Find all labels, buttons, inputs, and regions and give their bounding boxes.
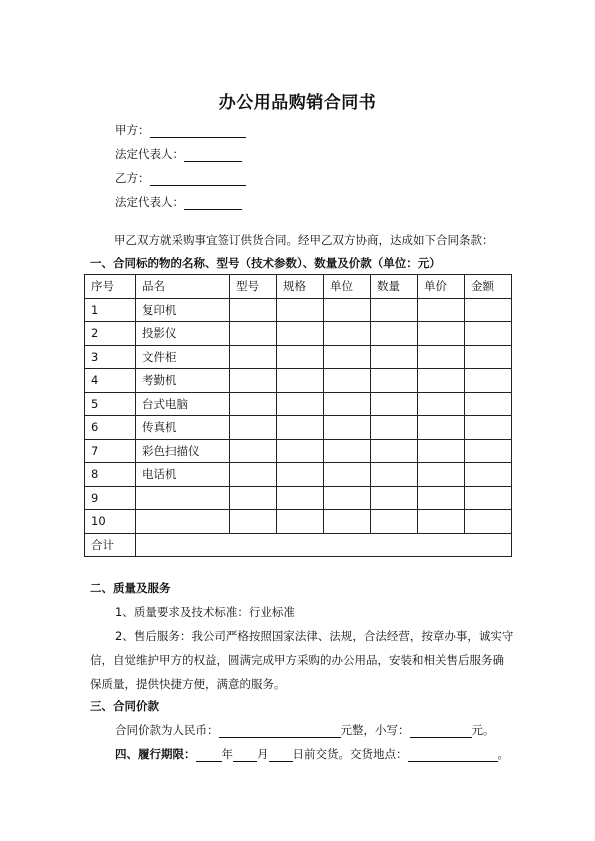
section2-heading: 二、质量及服务 [90, 581, 171, 595]
price-words-blank[interactable] [219, 724, 341, 738]
document-title: 办公用品购销合同书 [218, 93, 377, 113]
row-item-name: 彩色扫描仪 [136, 439, 230, 463]
table-header-row [85, 275, 512, 299]
row-empty-cell[interactable] [277, 298, 324, 322]
section4-heading: 四、履行期限： [115, 747, 196, 761]
header-unit-price: 单价 [418, 275, 465, 299]
row-empty-cell[interactable] [418, 510, 465, 534]
row-empty-cell[interactable] [277, 416, 324, 440]
row-empty-cell[interactable] [371, 439, 418, 463]
row-empty-cell[interactable] [418, 298, 465, 322]
row-number: 10 [85, 510, 136, 534]
row-empty-cell[interactable] [277, 345, 324, 369]
row-empty-cell[interactable] [371, 298, 418, 322]
row-empty-cell[interactable] [230, 298, 277, 322]
items-table [84, 274, 512, 557]
quality-standard-text: 1、质量要求及技术标准：行业标准 [115, 605, 295, 619]
price-figure-blank[interactable] [410, 724, 472, 738]
row-number: 1 [85, 298, 136, 322]
row-empty-cell[interactable] [465, 510, 512, 534]
header-quantity: 数量 [371, 275, 418, 299]
row-item-name [136, 486, 230, 510]
party-b-line [115, 170, 246, 186]
row-empty-cell[interactable] [277, 439, 324, 463]
row-empty-cell[interactable] [418, 463, 465, 487]
row-empty-cell[interactable] [324, 416, 371, 440]
row-empty-cell[interactable] [418, 416, 465, 440]
row-empty-cell[interactable] [324, 369, 371, 393]
table-row [85, 298, 512, 322]
row-number: 9 [85, 486, 136, 510]
party-a-rep-blank[interactable] [184, 148, 242, 162]
row-empty-cell[interactable] [418, 486, 465, 510]
row-empty-cell[interactable] [465, 439, 512, 463]
row-empty-cell[interactable] [324, 439, 371, 463]
row-number: 5 [85, 392, 136, 416]
row-empty-cell[interactable] [418, 345, 465, 369]
price-prefix: 合同价款为人民币： [115, 723, 219, 737]
header-unit: 单位 [324, 275, 371, 299]
row-empty-cell[interactable] [324, 345, 371, 369]
row-item-name: 投影仪 [136, 322, 230, 346]
delivery-text: 日前交货。交货地点： [292, 747, 408, 761]
row-empty-cell[interactable] [418, 369, 465, 393]
row-empty-cell[interactable] [465, 298, 512, 322]
row-number: 6 [85, 416, 136, 440]
party-b-label: 乙方： [115, 171, 150, 185]
header-model: 型号 [230, 275, 277, 299]
row-empty-cell[interactable] [465, 345, 512, 369]
row-item-name: 台式电脑 [136, 392, 230, 416]
party-b-blank[interactable] [150, 172, 246, 186]
table-row [85, 463, 512, 487]
row-item-name: 文件柜 [136, 345, 230, 369]
row-empty-cell[interactable] [465, 369, 512, 393]
year-label: 年 [221, 747, 233, 761]
party-b-rep-line [115, 194, 242, 210]
row-number: 7 [85, 439, 136, 463]
table-row [85, 510, 512, 534]
row-number: 4 [85, 369, 136, 393]
party-a-rep-line [115, 146, 242, 162]
row-empty-cell[interactable] [277, 322, 324, 346]
price-mid: 元整，小写： [340, 723, 410, 737]
table-row [85, 439, 512, 463]
row-empty-cell[interactable] [465, 416, 512, 440]
header-spec: 规格 [277, 275, 324, 299]
row-empty-cell[interactable] [418, 392, 465, 416]
term-end: 。 [497, 747, 509, 761]
header-no: 序号 [85, 275, 136, 299]
party-b-rep-blank[interactable] [184, 196, 242, 210]
price-suffix: 元。 [471, 723, 495, 737]
row-empty-cell[interactable] [418, 322, 465, 346]
row-empty-cell[interactable] [277, 369, 324, 393]
row-empty-cell[interactable] [324, 392, 371, 416]
row-empty-cell[interactable] [230, 510, 277, 534]
month-blank[interactable] [233, 748, 257, 762]
row-empty-cell[interactable] [324, 486, 371, 510]
party-a-label: 甲方： [115, 123, 150, 137]
intro-paragraph: 甲乙双方就采购事宜签订供货合同。经甲乙双方协商，达成如下合同条款： [114, 233, 494, 247]
row-empty-cell[interactable] [371, 463, 418, 487]
row-item-name: 电话机 [136, 463, 230, 487]
row-empty-cell[interactable] [230, 463, 277, 487]
row-empty-cell[interactable] [465, 322, 512, 346]
total-label: 合计 [85, 533, 136, 557]
row-empty-cell[interactable] [277, 486, 324, 510]
row-empty-cell[interactable] [230, 345, 277, 369]
row-empty-cell[interactable] [230, 439, 277, 463]
table-total-row [85, 533, 512, 557]
row-empty-cell[interactable] [230, 322, 277, 346]
row-empty-cell[interactable] [324, 463, 371, 487]
row-empty-cell[interactable] [324, 298, 371, 322]
table-row [85, 416, 512, 440]
header-name: 品名 [136, 275, 230, 299]
row-empty-cell[interactable] [371, 345, 418, 369]
section3-heading: 三、合同价款 [90, 699, 159, 713]
term-line [115, 746, 509, 762]
row-empty-cell[interactable] [371, 510, 418, 534]
table-row [85, 392, 512, 416]
row-empty-cell[interactable] [277, 510, 324, 534]
table-row [85, 486, 512, 510]
table-row [85, 345, 512, 369]
row-number: 8 [85, 463, 136, 487]
section1-heading: 一、合同标的物的名称、型号（技术参数）、数量及价款（单位：元） [90, 256, 441, 270]
row-number: 2 [85, 322, 136, 346]
party-a-blank[interactable] [150, 124, 246, 138]
row-empty-cell[interactable] [371, 416, 418, 440]
row-empty-cell[interactable] [371, 322, 418, 346]
delivery-place-blank[interactable] [408, 748, 498, 762]
header-amount: 金额 [465, 275, 512, 299]
row-empty-cell[interactable] [418, 439, 465, 463]
row-empty-cell[interactable] [277, 392, 324, 416]
after-sales-paragraph: 2、售后服务：我公司严格按照国家法律、法规，合法经营，按章办事，诚实守信，自觉维护甲方的权益，圆满完成甲方采购的办公用品，安装和相关售后服务确保质量，提供快捷方便，满意的服务。 [90, 629, 514, 691]
party-a-line [115, 122, 246, 138]
day-blank[interactable] [269, 748, 293, 762]
row-item-name [136, 510, 230, 534]
row-empty-cell[interactable] [465, 463, 512, 487]
row-item-name: 传真机 [136, 416, 230, 440]
month-label: 月 [257, 747, 269, 761]
party-a-rep-label: 法定代表人： [115, 147, 184, 161]
row-item-name: 复印机 [136, 298, 230, 322]
row-empty-cell[interactable] [465, 392, 512, 416]
row-empty-cell[interactable] [465, 486, 512, 510]
row-empty-cell[interactable] [230, 369, 277, 393]
row-empty-cell[interactable] [277, 463, 324, 487]
row-empty-cell[interactable] [371, 369, 418, 393]
table-row [85, 322, 512, 346]
row-number: 3 [85, 345, 136, 369]
total-value-cell[interactable] [136, 533, 512, 557]
row-item-name: 考勤机 [136, 369, 230, 393]
row-empty-cell[interactable] [324, 322, 371, 346]
year-blank[interactable] [196, 748, 222, 762]
row-empty-cell[interactable] [230, 486, 277, 510]
row-empty-cell[interactable] [324, 510, 371, 534]
row-empty-cell[interactable] [371, 486, 418, 510]
row-empty-cell[interactable] [371, 392, 418, 416]
row-empty-cell[interactable] [230, 416, 277, 440]
party-b-rep-label: 法定代表人： [115, 195, 184, 209]
price-line [115, 722, 495, 738]
table-row [85, 369, 512, 393]
row-empty-cell[interactable] [230, 392, 277, 416]
